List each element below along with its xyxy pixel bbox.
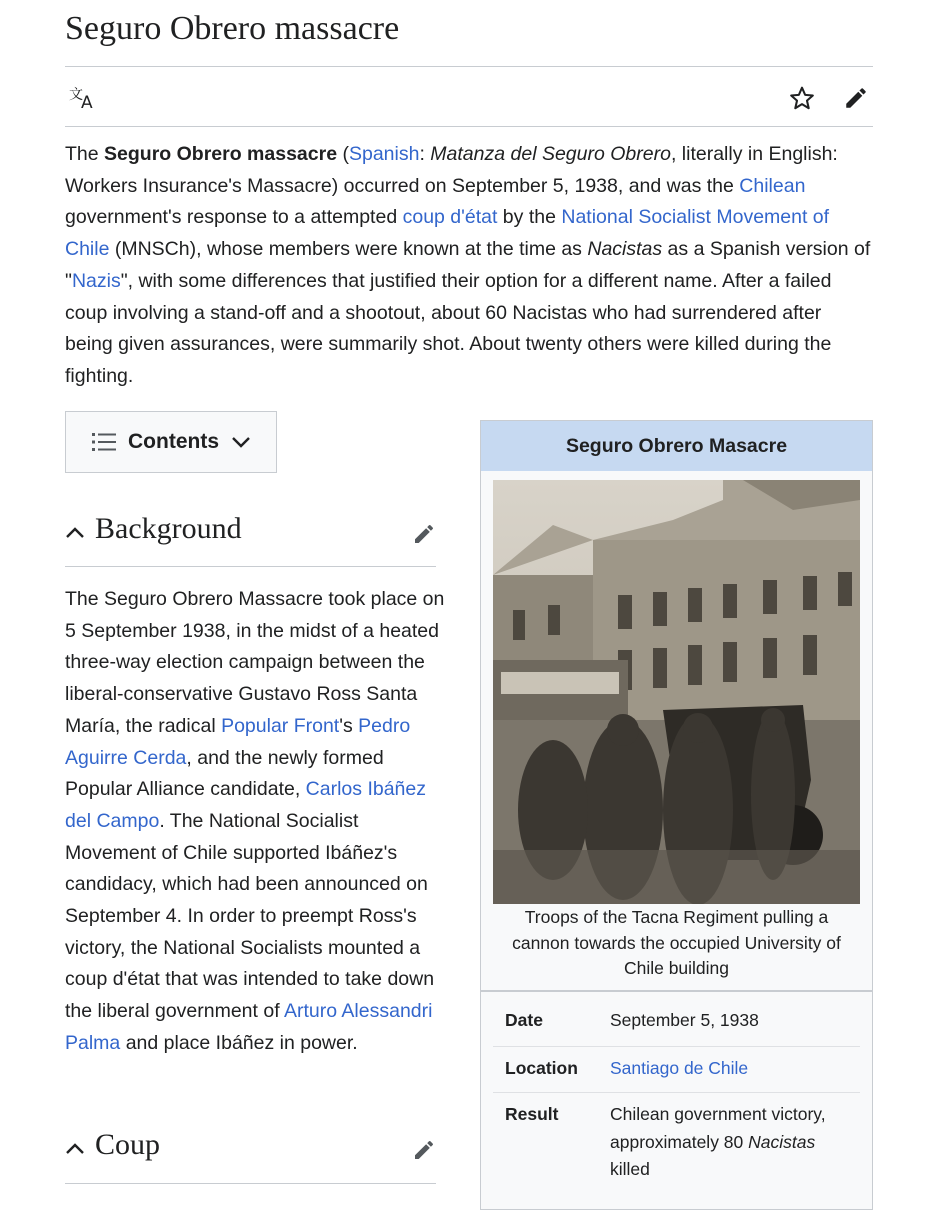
pencil-icon[interactable] [842,84,870,112]
lead-text: as a Spanish version of " [65,238,871,292]
lead-paragraph [65,139,873,393]
infobox-label: Location [505,1058,578,1078]
result-text: Chilean government victory, approximately 80 [610,1104,826,1152]
link-nazis[interactable]: Nazis [71,269,121,292]
infobox-row-date [493,1007,860,1047]
infobox-label: Result [505,1104,559,1124]
infobox-photo[interactable] [493,480,860,904]
pencil-icon[interactable] [412,522,436,546]
paragraph-text: and place Ibáñez in power. [120,1031,358,1054]
page-title: Seguro Obrero massacre [65,10,400,47]
section-heading-text: Background [95,512,242,545]
lead-text: : [419,143,431,165]
result-text: killed [610,1159,650,1179]
section-heading-background[interactable] [65,512,436,552]
lead-text: government's response to a attempted [65,206,403,229]
link-coup-detat[interactable]: coup d'état [402,206,498,229]
lead-text: by the [497,206,562,229]
chevron-down-icon [231,435,251,449]
infobox-value [610,1101,850,1184]
star-icon[interactable] [788,84,816,112]
link-popular-front[interactable]: Popular Front [221,714,340,737]
infobox-value: September 5, 1938 [610,1010,759,1030]
infobox [480,420,873,1210]
toc-button[interactable] [65,411,277,473]
svg-text:A: A [81,93,93,111]
infobox-label: Date [505,1010,543,1030]
chevron-up-icon[interactable] [65,1142,85,1156]
link-santiago-de-chile[interactable]: Santiago de Chile [610,1058,749,1078]
list-icon [92,432,116,452]
section-divider [65,566,436,567]
pencil-icon[interactable] [412,1138,436,1162]
infobox-title: Seguro Obrero Masacre [481,421,872,471]
lead-text: The [65,143,105,165]
chevron-up-icon[interactable] [65,526,85,540]
paragraph-text: . The National Socialist Movement of Chile supported Ibáñez's candidacy, which had been announced on September 4. In order to preempt Ross's victory, the National Socialists mounted a coup d'état that was intended to take down the liberal government of [65,809,435,1023]
link-national-socialist-movement[interactable]: National Socialist Movement of Chile [65,206,830,261]
result-italic: Nacistas [748,1131,816,1152]
section-heading-text: Coup [95,1128,161,1161]
background-paragraph [65,584,445,1060]
link-arturo-alessandri[interactable]: Arturo Alessandri Palma [65,1000,433,1054]
link-carlos-ibanez[interactable]: Carlos Ibáñez del Campo [65,778,426,832]
paragraph-text: The Seguro Obrero Massacre took place on 5 September 1938, in the midst of a heated three-way election campaign between the liberal-conservative Gustavo Ross Santa María, the radical [65,588,445,737]
section-divider [65,1183,436,1184]
infobox-divider [481,990,872,992]
toolbar-divider [65,126,873,127]
svg-text:文: 文 [69,87,83,103]
lead-text: ( [337,143,349,165]
paragraph-text: , and the newly formed Popular Alliance candidate, [65,746,384,801]
toc-label: Contents [128,430,219,453]
infobox-row-location [493,1046,860,1093]
paragraph-text: 's [339,714,359,737]
infobox-caption: Troops of the Tacna Regiment pulling a cannon towards the occupied University of Chile building [512,907,841,978]
lead-bold-title: Seguro Obrero massacre [104,143,338,165]
lead-text: , literally in English: Workers Insurance's Massacre) occurred on September 5, 1938, and was the [65,143,838,197]
section-heading-coup[interactable] [65,1128,436,1168]
title-divider [65,66,873,67]
lead-text: (MNSCh), whose members were known at the time as [109,238,588,261]
lead-italic-spanish: Matanza del Seguro Obrero [430,143,671,165]
translate-icon[interactable] [68,85,98,111]
infobox-row-result [493,1092,860,1193]
link-spanish[interactable]: Spanish [348,143,420,165]
link-pedro-aguirre-cerda[interactable]: Pedro Aguirre Cerda [65,714,411,769]
lead-text: ", with some differences that justified their option for a different name. After a failed coup involving a stand-off and a shootout, about 60 Nacistas who had surrendered after being given assurances, were summarily shot. About twenty others were killed during the fighting. [65,269,832,387]
lead-italic-nacistas: Nacistas [587,238,663,261]
link-chilean[interactable]: Chilean [739,174,806,197]
